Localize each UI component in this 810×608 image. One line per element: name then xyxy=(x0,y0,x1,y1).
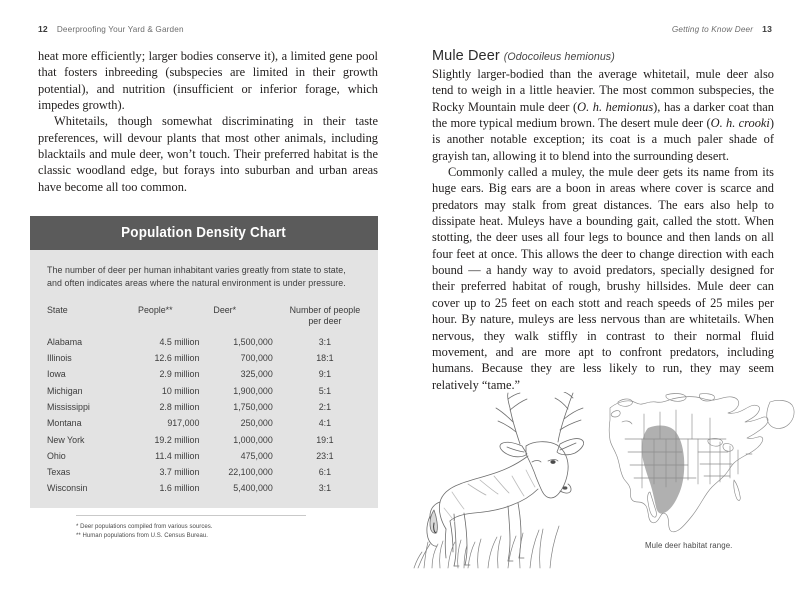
cell-ratio: 5:1 xyxy=(318,385,332,396)
page-number-right: 13 xyxy=(762,24,772,34)
cell-people: 1.6 million xyxy=(159,483,200,494)
cell-state: Michigan xyxy=(47,385,83,396)
species-scientific-name: (Odocoileus hemionus) xyxy=(503,51,615,63)
paragraph: Whitetails, though somewhat discriminating in their taste preferences, will devour plants that most other animals, including blacktails and mule deer, won’t touch. Their preferred habitat is the classic woodland edge, but forays into suburban and urban areas have become all too common. xyxy=(38,114,378,194)
left-column xyxy=(38,48,378,195)
cell-ratio: 4:1 xyxy=(318,418,332,429)
right-column xyxy=(432,48,774,393)
sidebar-body xyxy=(30,250,378,508)
map-outline xyxy=(609,394,794,532)
table-row xyxy=(47,402,361,418)
column-header-state: State xyxy=(47,304,68,315)
density-table xyxy=(47,305,361,500)
table-row xyxy=(47,483,361,499)
cell-ratio: 23:1 xyxy=(316,450,334,461)
cell-ratio: 18:1 xyxy=(316,353,334,364)
cell-ratio: 9:1 xyxy=(318,369,332,380)
cell-people: 19.2 million xyxy=(154,434,200,445)
footnote-human: ** Human populations from U.S. Census Bureau. xyxy=(76,532,209,540)
north-america-range-map xyxy=(604,392,800,540)
chapter-title: Getting to Know Deer xyxy=(671,25,754,34)
table-row xyxy=(47,435,361,451)
sidebar-header xyxy=(30,216,378,250)
cell-state: Wisconsin xyxy=(47,483,88,494)
cell-deer: 1,500,000 xyxy=(233,336,273,347)
map-caption: Mule deer habitat range. xyxy=(645,541,733,550)
cell-deer: 325,000 xyxy=(240,369,273,380)
cell-state: Alabama xyxy=(47,336,83,347)
scientific-name-inline: O. h. hemionus xyxy=(577,99,654,114)
table-row xyxy=(47,451,361,467)
table-body xyxy=(47,337,361,500)
cell-ratio: 2:1 xyxy=(318,402,332,412)
cell-people: 4.5 million xyxy=(159,336,200,347)
footnote-deer: * Deer populations compiled from various sources. xyxy=(76,522,213,530)
sidebar-footnotes xyxy=(30,508,378,550)
column-header-ratio: Number of people per deer xyxy=(289,304,361,326)
paragraph: heat more efficiently; larger bodies conserve it), a limited gene pool that fosters inbreeding (subspecies are limited in their growth potential), and nutrition (insufficient or inferior forage, which impedes growth). xyxy=(38,49,378,113)
species-common-name: Mule Deer xyxy=(432,48,500,64)
cell-ratio: 19:1 xyxy=(316,434,334,445)
mule-deer-illustration xyxy=(408,392,608,570)
cell-state: Mississippi xyxy=(47,402,90,412)
paragraph-text: ), has a darker coat than the more typical medium brown. The desert mule deer ( xyxy=(432,99,774,131)
book-title: Deerproofing Your Yard & Garden xyxy=(56,25,184,34)
cell-people: 3.7 million xyxy=(159,467,200,478)
table-header-row xyxy=(47,305,361,337)
cell-deer: 700,000 xyxy=(240,353,273,364)
table-row xyxy=(47,337,361,353)
cell-deer: 5,400,000 xyxy=(233,483,273,494)
footnote-divider xyxy=(76,515,306,516)
cell-state: Iowa xyxy=(47,369,66,380)
table-row xyxy=(47,418,361,434)
table-row xyxy=(47,369,361,385)
paragraph xyxy=(432,66,774,164)
cell-ratio: 3:1 xyxy=(318,336,332,347)
running-head-right xyxy=(672,24,772,34)
cell-state: Illinois xyxy=(47,353,72,364)
cell-people: 2.9 million xyxy=(159,369,200,380)
cell-people: 11.4 million xyxy=(155,450,200,461)
column-header-deer: Deer* xyxy=(213,304,237,315)
cell-ratio: 3:1 xyxy=(318,483,332,494)
paragraph-text: ) is another notable exception; its coat is a much paler shade of grayish tan, allowing it to blend into the surrounding desert. xyxy=(432,116,775,163)
cell-deer: 250,000 xyxy=(240,418,273,429)
cell-deer: 475,000 xyxy=(240,450,273,461)
table-row xyxy=(47,353,361,369)
cell-state: Texas xyxy=(47,467,71,478)
cell-people: 2.8 million xyxy=(159,402,200,412)
cell-deer: 1,750,000 xyxy=(233,402,273,412)
paragraph: Commonly called a muley, the mule deer gets its name from its huge ears. Big ears are a boon in areas where cover is scarce and predators may stalk from great distances. The ears also help to dissipate heat. Muleys have a bounding gait, called the stott. When stotting, the deer uses all four legs to bounce and then lands on all four feet at once. This allows the deer to change direction with each bound — a handy way to avoid predators, specially designed for their preferred habitat of rough, brushy hillsides. Mule deer can cover up to 25 feet on each stott and reach speeds of 25 miles per hour. By nature, muleys are less nervous than are whitetails. When nervous, they walk stiffly in contrast to their normal fluid movement, and are more apt to confront predators, including humans. Because they are less likely to run, they may seem relatively “tame.” xyxy=(432,165,774,392)
section-heading xyxy=(432,48,774,64)
table-row xyxy=(47,386,361,402)
cell-state: Ohio xyxy=(47,450,66,461)
cell-ratio: 6:1 xyxy=(318,467,332,478)
cell-deer: 1,900,000 xyxy=(233,385,273,396)
cell-people: 10 million xyxy=(161,385,200,396)
cell-people: 917,000 xyxy=(167,418,200,429)
population-density-sidebar xyxy=(30,216,378,550)
scientific-name-inline: O. h. crooki xyxy=(710,116,770,131)
cell-people: 12.6 million xyxy=(154,353,200,364)
cell-deer: 22,100,000 xyxy=(228,467,273,478)
table-row xyxy=(47,467,361,483)
sidebar-intro-text: The number of deer per human inhabitant varies greatly from state to state, and often indicates areas where the natural environment is under pressure. xyxy=(47,265,346,289)
cell-state: Montana xyxy=(47,418,82,429)
running-head-left xyxy=(38,24,184,34)
cell-deer: 1,000,000 xyxy=(233,434,273,445)
cell-state: New York xyxy=(47,434,85,445)
paragraph-text: Slightly larger-bodied than the average whitetail, mule deer also tend to weigh in a little heavier. The most common subspecies, the Rocky Mountain mule deer ( xyxy=(432,67,774,114)
sidebar-title: Population Density Chart xyxy=(121,225,287,241)
column-header-people: People** xyxy=(138,304,173,315)
page-number-left: 12 xyxy=(38,24,48,34)
